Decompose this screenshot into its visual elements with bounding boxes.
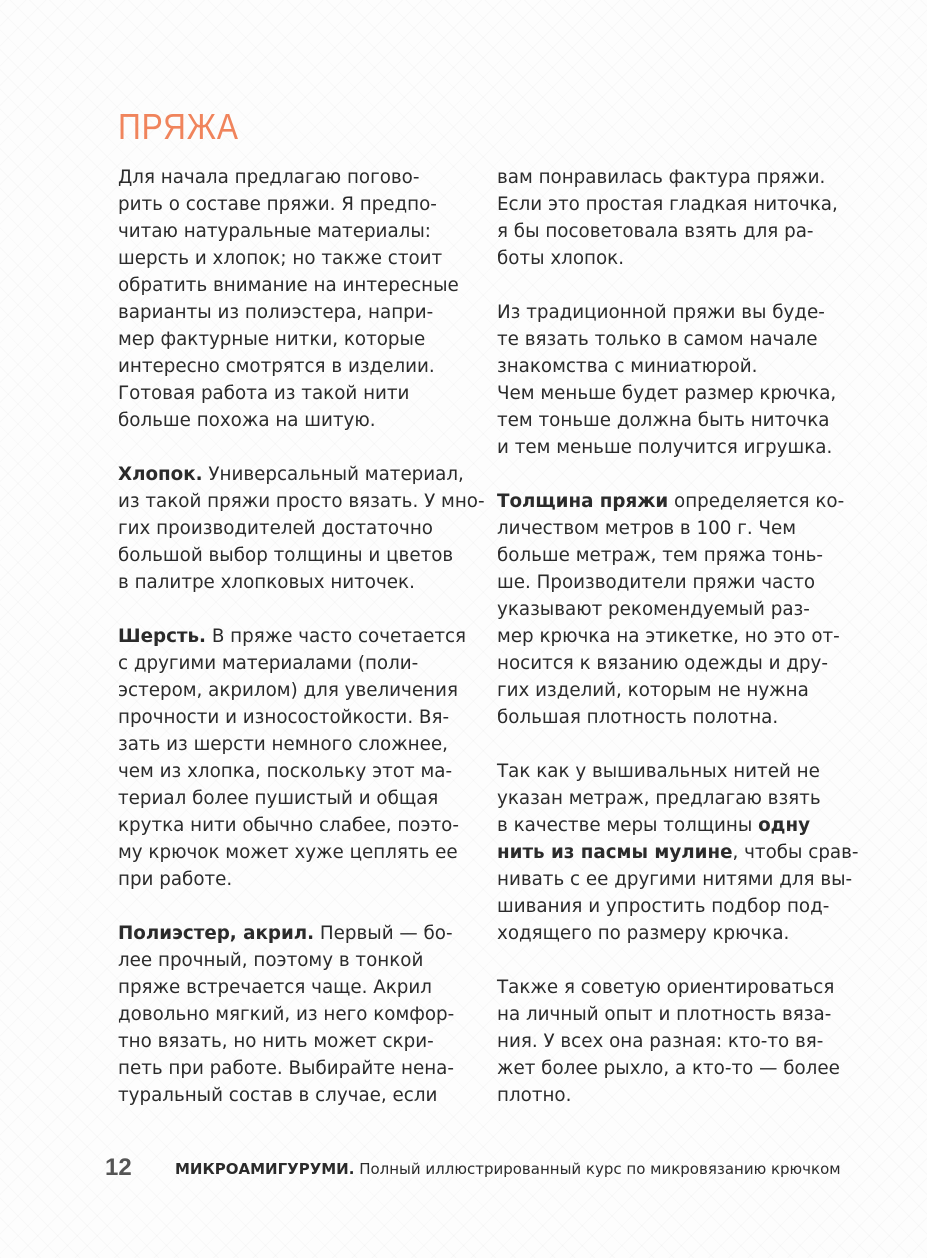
text-line: боты хлопок.	[497, 248, 625, 269]
text-line: больше похожа на шитую.	[118, 410, 376, 431]
text-line: териал более пушистый и общая	[118, 788, 439, 809]
right-column	[497, 164, 859, 1109]
text-line: прочности и износостойкости. Вя-	[118, 707, 450, 728]
text-line: ния. У всех она разная: кто-то вя-	[497, 1031, 824, 1052]
left-column	[118, 164, 485, 1109]
text-line: больше метраж, тем пряжа тонь-	[497, 545, 823, 566]
text-line	[118, 623, 473, 650]
text-span: , чтобы срав-	[732, 842, 859, 863]
text-line: жет более рыхло, а кто-то — более	[497, 1058, 840, 1079]
text-line: те вязать только в самом начале	[497, 329, 818, 350]
term-cotton: Хлопок.	[118, 464, 203, 485]
text-line: читаю натуральные материалы:	[118, 221, 431, 242]
book-subtitle: Полный иллюстрированный курс по микровязанию крючком	[354, 1160, 841, 1178]
text-line: с другими материалами (поли-	[118, 653, 419, 674]
text-line: ходящего по размеру крючка.	[497, 923, 790, 944]
text-line: Так как у вышивальных нитей не	[497, 761, 820, 782]
text-span: определяется ко-	[668, 491, 845, 512]
text-line: на личный опыт и плотность вяза-	[497, 1004, 832, 1025]
text-line: тно вязать, но нить может скри-	[118, 1031, 434, 1052]
text-line	[497, 488, 852, 515]
text-line: я бы посоветовала взять для ра-	[497, 221, 814, 242]
text-line: лее прочный, поэтому в тонкой	[118, 950, 424, 971]
book-title-main: МИКРОАМИГУРУМИ.	[175, 1160, 355, 1178]
text-line: из такой пряжи просто вязать. У мно-	[118, 491, 485, 512]
thickness-paragraph	[497, 488, 852, 731]
text-line: указан метраж, предлагаю взять	[497, 788, 821, 809]
text-line	[497, 812, 852, 839]
text-line: Чем меньше будет размер крючка,	[497, 383, 837, 404]
text-line: туральный состав в случае, если	[118, 1085, 438, 1106]
text-line: ше. Производители пряжи часто	[497, 572, 816, 593]
text-line: пряже встречается чаще. Акрил	[118, 977, 432, 998]
text-line: варианты из полиэстера, напри-	[118, 302, 434, 323]
text-line: большая плотность полотна.	[497, 707, 779, 728]
text-line: чем из хлопка, поскольку этот ма-	[118, 761, 453, 782]
text-line	[118, 920, 473, 947]
text-line: рить о составе пряжи. Я предпо-	[118, 194, 437, 215]
text-span: Универсальный материал,	[202, 464, 464, 485]
text-line: большой выбор толщины и цветов	[118, 545, 454, 566]
text-line: знакомства с миниатюрой.	[497, 356, 758, 377]
term-one-thread: одну	[758, 815, 810, 836]
text-line	[118, 461, 473, 488]
text-line: Также я советую ориентироваться	[497, 977, 835, 998]
text-span: Первый — бо-	[314, 923, 453, 944]
text-line: петь при работе. Выбирайте нена-	[118, 1058, 454, 1079]
text-line: плотно.	[497, 1085, 572, 1106]
text-line: носится к вязанию одежды и дру-	[497, 653, 828, 674]
text-line: Для начала предлагаю погово-	[118, 167, 420, 188]
text-line: зать из шерсти немного сложнее,	[118, 734, 448, 755]
page-number: 12	[105, 1154, 132, 1181]
advice-paragraph	[497, 974, 852, 1109]
text-line: указывают рекомендуемый раз-	[497, 599, 810, 620]
text-line: вам понравилась фактура пряжи.	[497, 167, 826, 188]
text-line: нивать с ее другими нитями для вы-	[497, 869, 853, 890]
intro-paragraph	[118, 164, 473, 434]
text-line: Из традиционной пряжи вы буде-	[497, 302, 825, 323]
text-line: тем тоньше должна быть ниточка	[497, 410, 830, 431]
text-line: мер крючка на этикетке, но это от-	[497, 626, 840, 647]
term-thickness: Толщина пряжи	[497, 491, 669, 512]
text-line: му крючок может хуже цеплять ее	[118, 842, 458, 863]
text-line: интересно смотрятся в изделии.	[118, 356, 435, 377]
text-line: при работе.	[118, 869, 233, 890]
text-line: шивания и упростить подбор под-	[497, 896, 830, 917]
book-title	[175, 1160, 841, 1178]
section-heading: ПРЯЖА	[118, 106, 239, 147]
cotton-paragraph	[118, 461, 485, 596]
polyester-paragraph	[118, 920, 473, 1109]
text-span: в качестве меры толщины	[497, 815, 759, 836]
text-line: обратить внимание на интересные	[118, 275, 459, 296]
text-line: крутка нити обычно слабее, поэто-	[118, 815, 459, 836]
text-line: Готовая работа из такой нити	[118, 383, 410, 404]
term-wool: Шерсть.	[118, 626, 207, 647]
text-line: эстером, акрилом) для увеличения	[118, 680, 458, 701]
text-line: и тем меньше получится игрушка.	[497, 437, 833, 458]
text-line: Если это простая гладкая ниточка,	[497, 194, 838, 215]
wool-paragraph	[118, 623, 473, 893]
term-mouline-thread: нить из пасмы мулине	[497, 842, 733, 863]
page-footer	[105, 1156, 865, 1184]
text-line: мер фактурные нитки, которые	[118, 329, 426, 350]
traditional-paragraph	[497, 299, 852, 461]
text-line: шерсть и хлопок; но также стоит	[118, 248, 443, 269]
text-line	[497, 839, 859, 866]
text-line: гих изделий, которым не нужна	[497, 680, 809, 701]
embroidery-paragraph	[497, 758, 859, 947]
term-polyester: Полиэстер, акрил.	[118, 923, 315, 944]
text-span: В пряже часто сочетается	[206, 626, 467, 647]
text-line: личеством метров в 100 г. Чем	[497, 518, 797, 539]
text-line: гих производителей достаточно	[118, 518, 433, 539]
text-line: в палитре хлопковых ниточек.	[118, 572, 415, 593]
continuation-paragraph	[497, 164, 852, 272]
text-line: довольно мягкий, из него комфор-	[118, 1004, 455, 1025]
